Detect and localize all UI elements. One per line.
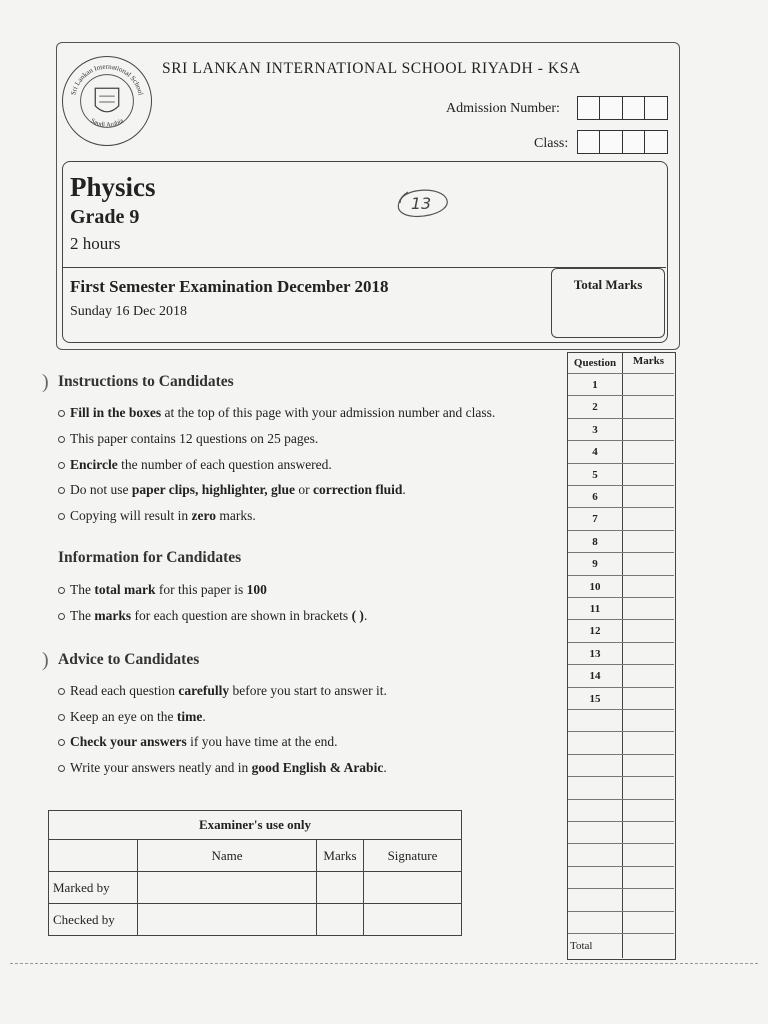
- question-row: [568, 754, 674, 777]
- marks-cell[interactable]: [623, 464, 674, 486]
- total-marks-label: Total Marks: [573, 277, 643, 292]
- class-box[interactable]: [599, 130, 623, 154]
- admission-number-boxes[interactable]: [578, 96, 668, 120]
- marks-cell[interactable]: [623, 889, 674, 911]
- question-number: 6: [592, 491, 598, 503]
- question-row: [568, 530, 674, 553]
- question-row: [568, 642, 674, 665]
- checked-by-marks-cell[interactable]: [317, 904, 364, 936]
- question-row: [568, 911, 674, 934]
- class-box[interactable]: [577, 130, 601, 154]
- marked-by-signature-cell[interactable]: [364, 872, 462, 904]
- handwritten-circled-number: [390, 182, 452, 224]
- examiner-table: [48, 810, 462, 936]
- question-number: 13: [589, 647, 601, 660]
- question-row: [568, 418, 674, 441]
- question-number: 8: [592, 535, 598, 548]
- class-box[interactable]: [644, 130, 668, 154]
- question-row: [568, 843, 674, 866]
- question-row: [568, 552, 674, 575]
- svg-text:Saudi Arabia: Saudi Arabia: [89, 117, 125, 129]
- question-row: [568, 395, 674, 418]
- grade-label: Grade 9: [70, 206, 140, 228]
- examiner-name-header: Name: [138, 840, 317, 872]
- marks-cell[interactable]: [623, 598, 674, 620]
- question-row: [568, 463, 674, 486]
- svg-text:Sri Lankan International Schoo: Sri Lankan International School: [69, 62, 145, 96]
- marks-cell[interactable]: [623, 396, 674, 418]
- marks-cell[interactable]: [623, 553, 674, 575]
- question-row: [568, 866, 674, 889]
- class-label: Class:: [534, 136, 569, 151]
- marks-cell[interactable]: [623, 374, 674, 396]
- class-box[interactable]: [622, 130, 646, 154]
- checked-by-name-cell[interactable]: [138, 904, 317, 936]
- advice-item: Write your answers neatly and in good English & Arabic.: [58, 760, 387, 776]
- instruction-item: Fill in the boxes at the top of this page with your admission number and class.: [58, 405, 495, 421]
- question-row: [568, 776, 674, 799]
- marks-cell[interactable]: [623, 710, 674, 732]
- instructions-title: Instructions to Candidates: [58, 373, 234, 390]
- page-bottom-line: [10, 963, 758, 964]
- question-row: [568, 731, 674, 754]
- marks-cell[interactable]: [623, 912, 674, 934]
- question-number: 14: [589, 670, 601, 683]
- school-name: SRI LANKAN INTERNATIONAL SCHOOL RIYADH - KSA: [162, 60, 581, 77]
- svg-text:13: 13: [410, 194, 432, 213]
- question-row: [568, 575, 674, 598]
- checked-by-signature-cell[interactable]: [364, 904, 462, 936]
- information-title: Information for Candidates: [58, 549, 242, 566]
- question-row: [568, 888, 674, 911]
- question-number: 5: [592, 468, 598, 481]
- total-marks-box: [551, 268, 665, 338]
- margin-mark: ): [42, 371, 49, 393]
- question-row: [568, 709, 674, 732]
- marks-cell[interactable]: [623, 643, 674, 665]
- question-row: [568, 507, 674, 530]
- question-number: 1: [592, 379, 598, 391]
- marked-by-name-cell[interactable]: [138, 872, 317, 904]
- marks-cell[interactable]: [623, 531, 674, 553]
- school-logo: [62, 56, 152, 146]
- marked-by-marks-cell[interactable]: [317, 872, 364, 904]
- admission-box[interactable]: [644, 96, 668, 120]
- class-boxes[interactable]: [578, 130, 668, 154]
- duration-label: 2 hours: [70, 234, 121, 253]
- marks-cell[interactable]: [623, 755, 674, 777]
- question-row: [568, 485, 674, 508]
- question-column-header: Question: [573, 357, 617, 369]
- admission-number-label: Admission Number:: [446, 101, 560, 116]
- marks-cell[interactable]: [623, 441, 674, 463]
- question-row: [568, 664, 674, 687]
- admission-box[interactable]: [622, 96, 646, 120]
- marks-cell[interactable]: [623, 486, 674, 508]
- subject-title: Physics: [70, 172, 156, 202]
- question-number: 11: [589, 603, 601, 615]
- marks-cell[interactable]: [623, 800, 674, 822]
- information-item: The total mark for this paper is 100: [58, 582, 267, 598]
- marks-cell[interactable]: [623, 867, 674, 889]
- checked-by-label: Checked by: [49, 904, 138, 936]
- admission-box[interactable]: [577, 96, 601, 120]
- advice-item: Keep an eye on the time.: [58, 709, 206, 725]
- marks-cell[interactable]: [623, 419, 674, 441]
- marks-cell[interactable]: [623, 732, 674, 754]
- marks-cell[interactable]: [623, 934, 674, 956]
- marks-cell[interactable]: [623, 665, 674, 687]
- question-row: [568, 687, 674, 710]
- question-number: 4: [592, 446, 598, 459]
- question-row: [568, 799, 674, 822]
- marks-column-header: Marks: [632, 355, 665, 367]
- examiner-marks-header: Marks: [317, 840, 364, 872]
- marks-cell[interactable]: [623, 822, 674, 844]
- examiner-blank-header: [49, 840, 138, 872]
- question-number: 2: [592, 401, 598, 414]
- marks-cell[interactable]: [623, 620, 674, 642]
- question-number: 3: [592, 423, 598, 436]
- instruction-item: Do not use paper clips, highlighter, glue or correction fluid.: [58, 482, 406, 498]
- admission-box[interactable]: [599, 96, 623, 120]
- exam-date: Sunday 16 Dec 2018: [70, 304, 188, 319]
- question-number: 10: [589, 580, 601, 593]
- marks-cell[interactable]: [623, 777, 674, 799]
- margin-mark: ): [42, 649, 49, 671]
- marks-cell[interactable]: [623, 844, 674, 866]
- question-total-label: Total: [570, 940, 593, 952]
- information-item: The marks for each question are shown in brackets ( ).: [58, 608, 367, 624]
- question-row: [568, 373, 674, 396]
- question-row: [568, 619, 674, 642]
- question-row: [568, 597, 674, 620]
- question-row: [568, 440, 674, 463]
- question-number: 12: [589, 625, 601, 638]
- advice-item: Check your answers if you have time at the end.: [58, 734, 337, 750]
- examiner-signature-header: Signature: [364, 840, 462, 872]
- instruction-item: Copying will result in zero marks.: [58, 508, 256, 524]
- instruction-item: Encircle the number of each question answered.: [58, 457, 332, 473]
- marks-cell[interactable]: [623, 508, 674, 530]
- question-row: [568, 821, 674, 844]
- exam-title: First Semester Examination December 2018: [70, 277, 389, 296]
- question-number: 15: [589, 692, 601, 705]
- advice-title: Advice to Candidates: [58, 651, 200, 668]
- instruction-item: This paper contains 12 questions on 25 pages.: [58, 431, 318, 447]
- question-number: 9: [592, 558, 598, 571]
- examiner-title: Examiner's use only: [49, 811, 462, 840]
- question-number: 7: [592, 513, 598, 526]
- marked-by-label: Marked by: [49, 872, 138, 904]
- advice-item: Read each question carefully before you start to answer it.: [58, 683, 387, 699]
- marks-cell[interactable]: [623, 688, 674, 710]
- marks-cell[interactable]: [623, 576, 674, 598]
